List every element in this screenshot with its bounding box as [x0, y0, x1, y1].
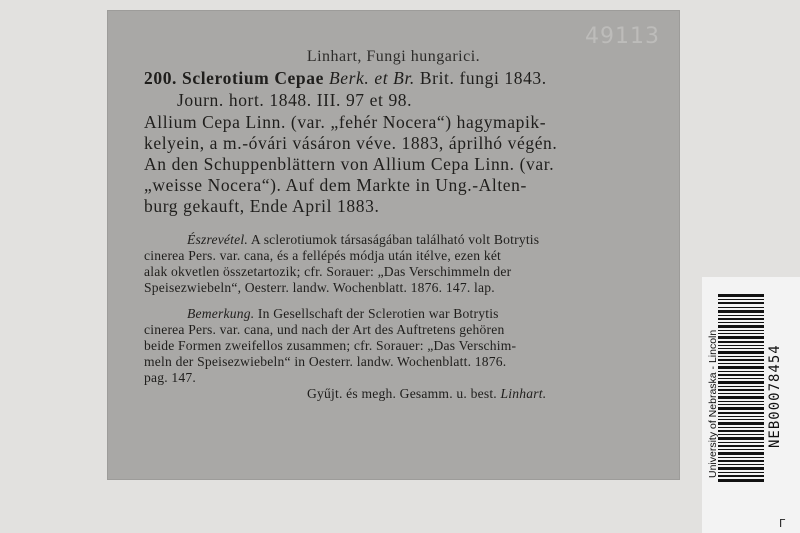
reference-1: Brit. fungi 1843.	[419, 68, 547, 88]
collector-name: Linhart.	[500, 386, 547, 401]
de-note-label: Bemerkung.	[187, 306, 255, 321]
entry-title-line	[144, 68, 547, 89]
barcode-graphic	[718, 294, 764, 482]
collector-line	[307, 386, 546, 402]
de-note-line: pag. 147.	[144, 370, 197, 385]
hu-note-line: Speisezwiebeln“, Oesterr. landw. Wochenblatt. 1876. 147. lap.	[144, 280, 495, 295]
de-note-text: In Gesellschaft der Sclerotien war Botrytis	[257, 306, 499, 321]
de-note-first-line	[187, 306, 499, 322]
taxon-authors: Berk. et Br.	[328, 68, 415, 88]
hu-description-line: kelyein, a m.-óvári vásáron véve. 1883, áprilhó végén.	[144, 133, 558, 153]
barcode-institution: University of Nebraska - Lincoln	[707, 329, 719, 478]
barcode-number: NEB00078454	[767, 344, 783, 448]
hu-note-line: alak okvetlen összetartozik; cfr. Sorauer: „Das Verschimmeln der	[144, 264, 512, 279]
reference-2: Journ. hort. 1848. III. 97 et 98.	[177, 90, 413, 110]
hu-note-label: Észrevétel.	[187, 232, 248, 247]
hu-description-line: Allium Cepa Linn. (var. „fehér Nocera“) hagymapik-	[144, 112, 547, 132]
de-description-line: burg gekauft, Ende April 1883.	[144, 196, 380, 216]
de-note-line: cinerea Pers. var. cana, und nach der Art des Auftretens gehören	[144, 322, 505, 337]
series-header: Linhart, Fungi hungarici.	[306, 48, 481, 65]
hu-note-first-line	[187, 232, 539, 248]
collector-text: Gyűjt. és megh. Gesamm. u. best.	[307, 386, 497, 401]
de-description-line: „weisse Nocera“). Auf dem Markte in Ung.-Alten-	[144, 175, 527, 195]
pencil-accession-number: 49113	[585, 24, 660, 49]
de-note-line: meln der Speisezwiebeln“ in Oesterr. landw. Wochenblatt. 1876.	[144, 354, 507, 369]
entry-number: 200.	[144, 68, 178, 88]
hu-note-text: A sclerotiumok társaságában található volt Botrytis	[250, 232, 540, 247]
de-description-line: An den Schuppenblättern von Allium Cepa Linn. (var.	[144, 154, 555, 174]
corner-mark: Γ	[779, 517, 786, 530]
de-note-line: beide Formen zweifellos zusammen; cfr. Sorauer: „Das Verschim-	[144, 338, 517, 353]
specimen-label	[107, 10, 680, 480]
hu-note-line: cinerea Pers. var. cana, és a fellépés módja után itélve, ezen két	[144, 248, 502, 263]
taxon-name: Sclerotium Cepae	[182, 68, 324, 88]
